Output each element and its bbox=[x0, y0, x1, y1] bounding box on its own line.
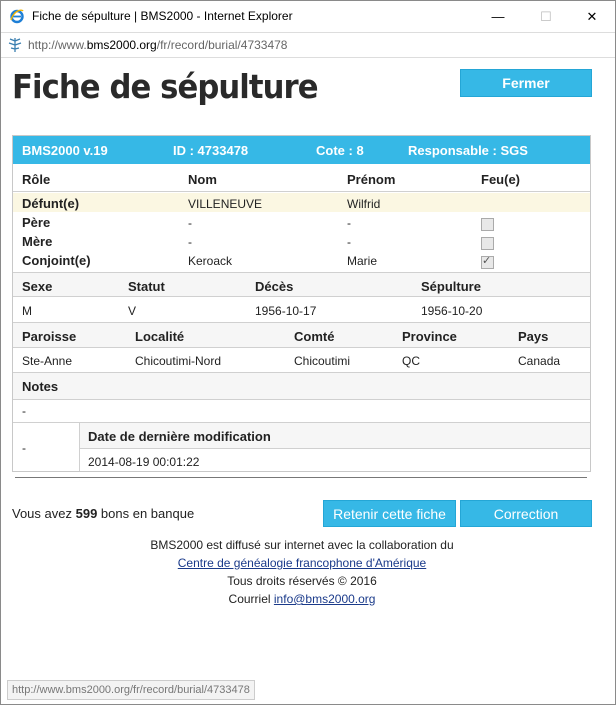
statut-value: V bbox=[128, 304, 137, 318]
pays-value: Canada bbox=[518, 354, 561, 368]
localite-value: Chicoutimi-Nord bbox=[135, 354, 222, 368]
role-mere: Mère bbox=[22, 234, 53, 249]
mod-date-value: 2014-08-19 00:01:22 bbox=[88, 455, 200, 469]
notes-value: - bbox=[22, 404, 26, 418]
prenom-defunt: Wilfrid bbox=[347, 197, 381, 211]
correction-button[interactable]: Correction bbox=[460, 500, 592, 527]
row-bg bbox=[13, 373, 590, 399]
mod-date-label: Date de dernière modification bbox=[88, 429, 271, 444]
maximize-button[interactable] bbox=[523, 1, 569, 32]
record-cote: Cote : 8 bbox=[316, 143, 364, 158]
record-id: ID : 4733478 bbox=[173, 143, 249, 158]
close-icon: ✕ bbox=[586, 8, 598, 24]
col-nom: Nom bbox=[188, 172, 217, 187]
retain-record-button[interactable]: Retenir cette fiche bbox=[323, 500, 456, 527]
col-sexe: Sexe bbox=[22, 279, 53, 294]
minimize-button[interactable] bbox=[475, 1, 521, 32]
col-feu: Feu(e) bbox=[481, 172, 520, 187]
col-sepulture: Sépulture bbox=[421, 279, 481, 294]
divider bbox=[13, 296, 590, 297]
separator bbox=[15, 477, 587, 478]
role-pere: Père bbox=[22, 215, 51, 230]
ie-icon bbox=[9, 8, 25, 24]
divider bbox=[80, 448, 590, 449]
col-pays: Pays bbox=[518, 329, 549, 344]
col-statut: Statut bbox=[128, 279, 165, 294]
nom-mere: - bbox=[188, 235, 192, 249]
footer bbox=[1, 536, 603, 608]
window-title: Fiche de sépulture | BMS2000 - Internet Explorer bbox=[32, 9, 293, 23]
feu-conjoint-checkbox bbox=[481, 256, 494, 269]
footer-line: BMS2000 est diffusé sur internet avec la collaboration du bbox=[150, 538, 454, 552]
close-window-button[interactable] bbox=[569, 1, 615, 32]
role-defunt: Défunt(e) bbox=[22, 196, 80, 211]
feu-mere-checkbox bbox=[481, 237, 494, 250]
col-comte: Comté bbox=[294, 329, 335, 344]
sexe-value: M bbox=[22, 304, 32, 318]
nom-defunt: VILLENEUVE bbox=[188, 197, 263, 211]
feu-pere-checkbox bbox=[481, 218, 494, 231]
col-role: Rôle bbox=[22, 172, 51, 187]
divider bbox=[13, 347, 590, 348]
status-bar-url: http://www.bms2000.org/fr/record/burial/4733478 bbox=[7, 680, 255, 700]
divider bbox=[13, 399, 590, 400]
deces-value: 1956-10-17 bbox=[255, 304, 317, 318]
divider bbox=[13, 191, 590, 192]
prenom-mere: - bbox=[347, 235, 351, 249]
record-responsable: Responsable : SGS bbox=[408, 143, 528, 158]
prenom-conjoint: Marie bbox=[347, 254, 378, 268]
record-header bbox=[13, 136, 590, 164]
title-bar bbox=[1, 1, 615, 32]
col-prenom: Prénom bbox=[347, 172, 396, 187]
col-paroisse: Paroisse bbox=[22, 329, 77, 344]
nom-pere: - bbox=[188, 216, 192, 230]
province-value: QC bbox=[402, 354, 420, 368]
close-button[interactable]: Fermer bbox=[460, 69, 592, 97]
row-bg bbox=[13, 273, 590, 296]
col-deces: Décès bbox=[255, 279, 294, 294]
bank-count: 599 bbox=[75, 506, 98, 521]
contact-line: Courriel info@bms2000.org bbox=[228, 592, 376, 606]
bank-balance: Vous avez 599 bons en banque bbox=[12, 506, 195, 521]
nom-conjoint: Keroack bbox=[188, 254, 233, 268]
version-label: BMS2000 v.19 bbox=[22, 143, 108, 158]
paroisse-value: Ste-Anne bbox=[22, 354, 73, 368]
minimize-icon: — bbox=[491, 9, 505, 24]
record-card bbox=[12, 135, 591, 472]
notes-label: Notes bbox=[22, 379, 59, 394]
email-link[interactable]: info@bms2000.org bbox=[273, 592, 376, 606]
copyright: Tous droits réservés © 2016 bbox=[227, 574, 377, 588]
comte-value: Chicoutimi bbox=[294, 354, 351, 368]
deceased-row-highlight bbox=[13, 193, 590, 212]
address-bar[interactable] bbox=[1, 32, 615, 58]
role-conjoint: Conjoint(e) bbox=[22, 253, 91, 268]
mod-left-value: - bbox=[22, 441, 26, 455]
prenom-pere: - bbox=[347, 216, 351, 230]
address-url: http://www.bms2000.org/fr/record/burial/4733478 bbox=[28, 38, 288, 52]
cgfa-link[interactable]: Centre de généalogie francophone d'Amérique bbox=[177, 556, 427, 570]
sepulture-value: 1956-10-20 bbox=[421, 304, 483, 318]
bms-favicon bbox=[7, 37, 23, 53]
maximize-icon: ☐ bbox=[540, 8, 552, 24]
page-title: Fiche de sépulture bbox=[12, 67, 318, 106]
col-localite: Localité bbox=[135, 329, 185, 344]
col-province: Province bbox=[402, 329, 457, 344]
